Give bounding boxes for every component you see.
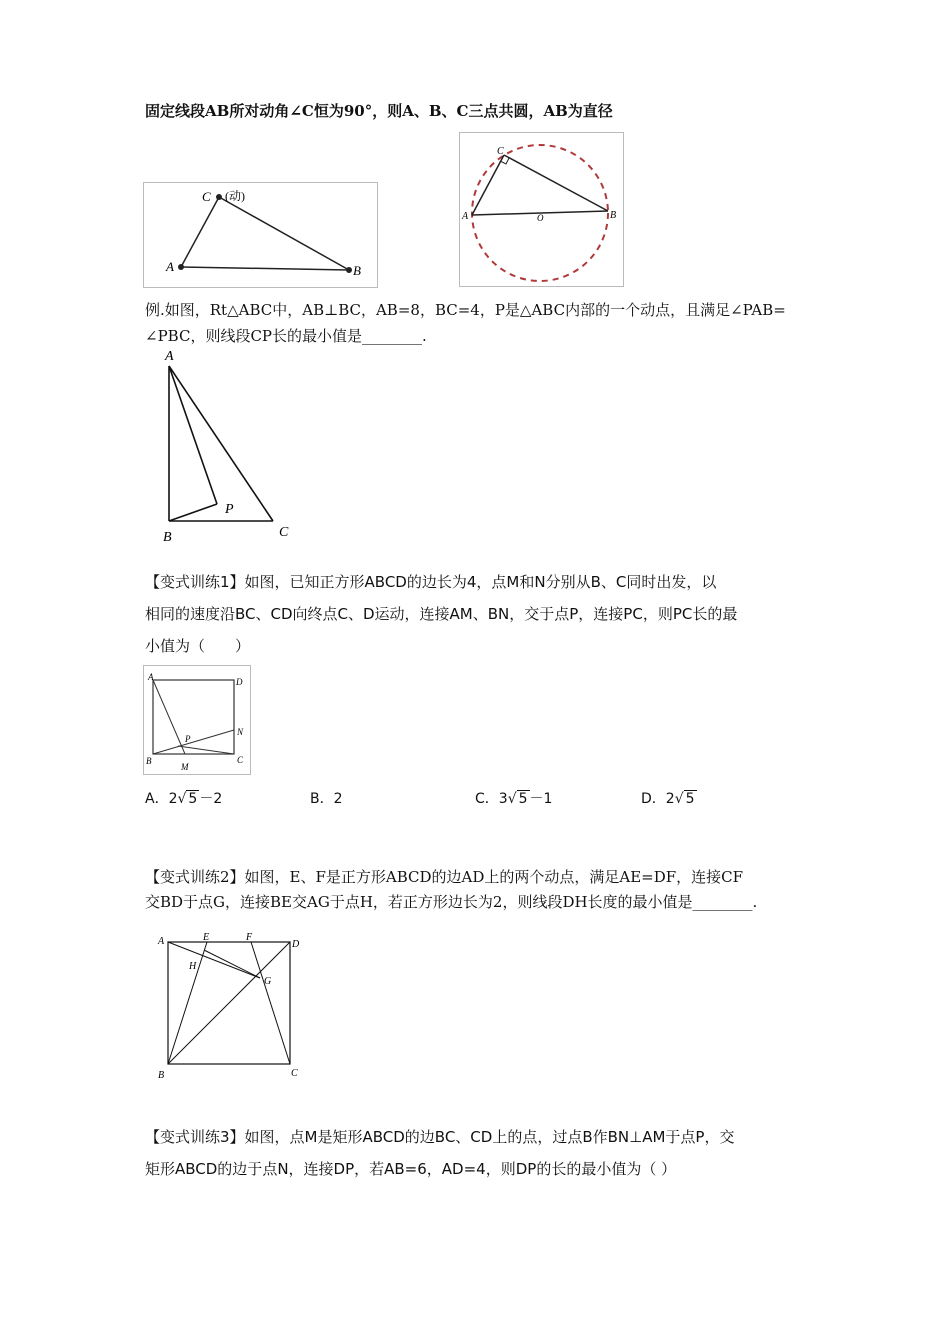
label-d: D (236, 677, 243, 687)
variant2-line-2: 交BD于点G，连接BE交AG于点H，若正方形边长为2，则线段DH长度的最小值是________. (145, 893, 758, 911)
variant3-line-2: 矩形ABCD的边于点N，连接DP，若AB=6，AD=4，则DP的长的最小值为（ ） (145, 1160, 677, 1178)
label-c: C (497, 146, 504, 157)
option-c-radicand: 5 (518, 791, 528, 807)
label-b: B (158, 1070, 165, 1081)
label-h: H (189, 961, 197, 972)
figure-circle-svg (460, 133, 623, 286)
label-n: N (237, 727, 244, 737)
option-a[interactable]: A．2√ 5 －2 (145, 791, 223, 807)
label-c: C (279, 525, 289, 540)
label-f: F (246, 932, 253, 943)
option-c-letter: C． (475, 791, 499, 807)
variant1-line-3: 小值为（ ） (145, 637, 251, 655)
section-heading: 固定线段AB所对动角∠C恒为90°，则A、B、C三点共圆，AB为直径 (145, 102, 613, 120)
label-b: B (610, 210, 617, 221)
label-d: D (292, 939, 300, 950)
figure-triangle-moving-c (143, 182, 378, 288)
option-d-radicand: 5 (685, 791, 695, 807)
label-a: A (165, 349, 174, 364)
variant2-line-1: 【变式训练2】如图，E、F是正方形ABCD的边AD上的两个动点，满足AE=DF，连接CF (145, 868, 744, 886)
label-c: C (237, 755, 244, 765)
option-b[interactable]: B．2 (310, 791, 343, 807)
option-d-letter: D． (641, 791, 666, 807)
label-a: A (462, 211, 469, 222)
label-g: G (264, 976, 272, 987)
figure-triangle-svg (144, 183, 377, 287)
label-a: A (158, 936, 165, 947)
example-line-1: 例.如图，Rt△ABC中，AB⊥BC，AB=8，BC=4，P是△ABC内部的一个动点，且满足∠PAB= (145, 301, 786, 319)
label-b: B (353, 263, 361, 278)
label-c: C (202, 189, 211, 204)
figure-right-triangle (155, 344, 305, 544)
variant3-line-1: 【变式训练3】如图，点M是矩形ABCD的边BC、CD上的点，过点B作BN⊥AM于点P，交 (145, 1128, 735, 1146)
variant1-line-1: 【变式训练1】如图，已知正方形ABCD的边长为4，点M和N分别从B、C同时出发，以 (145, 573, 717, 591)
option-a-letter: A． (145, 791, 169, 807)
figure-right-triangle-svg (155, 344, 305, 544)
label-a: A (166, 259, 174, 274)
example-line-2: ∠PBC，则线段CP长的最小值是________. (145, 327, 427, 345)
figure-square-pmn (143, 665, 251, 775)
figure-circle-diameter (459, 132, 624, 287)
option-b-letter: B． (310, 791, 334, 807)
label-m: M (181, 762, 189, 772)
label-c: C (291, 1068, 298, 1079)
option-a-radicand: 5 (188, 791, 198, 807)
variant1-line-2: 相同的速度沿BC、CD向终点C、D运动，连接AM、BN，交于点P，连接PC，则PC长的最 (145, 605, 738, 623)
label-p: P (225, 502, 234, 517)
label-moving: (动) (225, 189, 245, 203)
figure-square-efhg-svg (152, 928, 312, 1084)
label-p: P (185, 734, 191, 744)
figure-square-efhg (152, 928, 312, 1084)
label-b: B (146, 756, 152, 766)
label-a: A (148, 672, 154, 682)
label-b: B (163, 530, 172, 544)
label-e: E (203, 932, 210, 943)
figure-square-pmn-svg (144, 666, 250, 774)
option-c[interactable]: C．3√ 5 －1 (475, 791, 553, 807)
label-o: O (537, 213, 544, 223)
option-d[interactable]: D．2√ 5 (641, 791, 695, 807)
